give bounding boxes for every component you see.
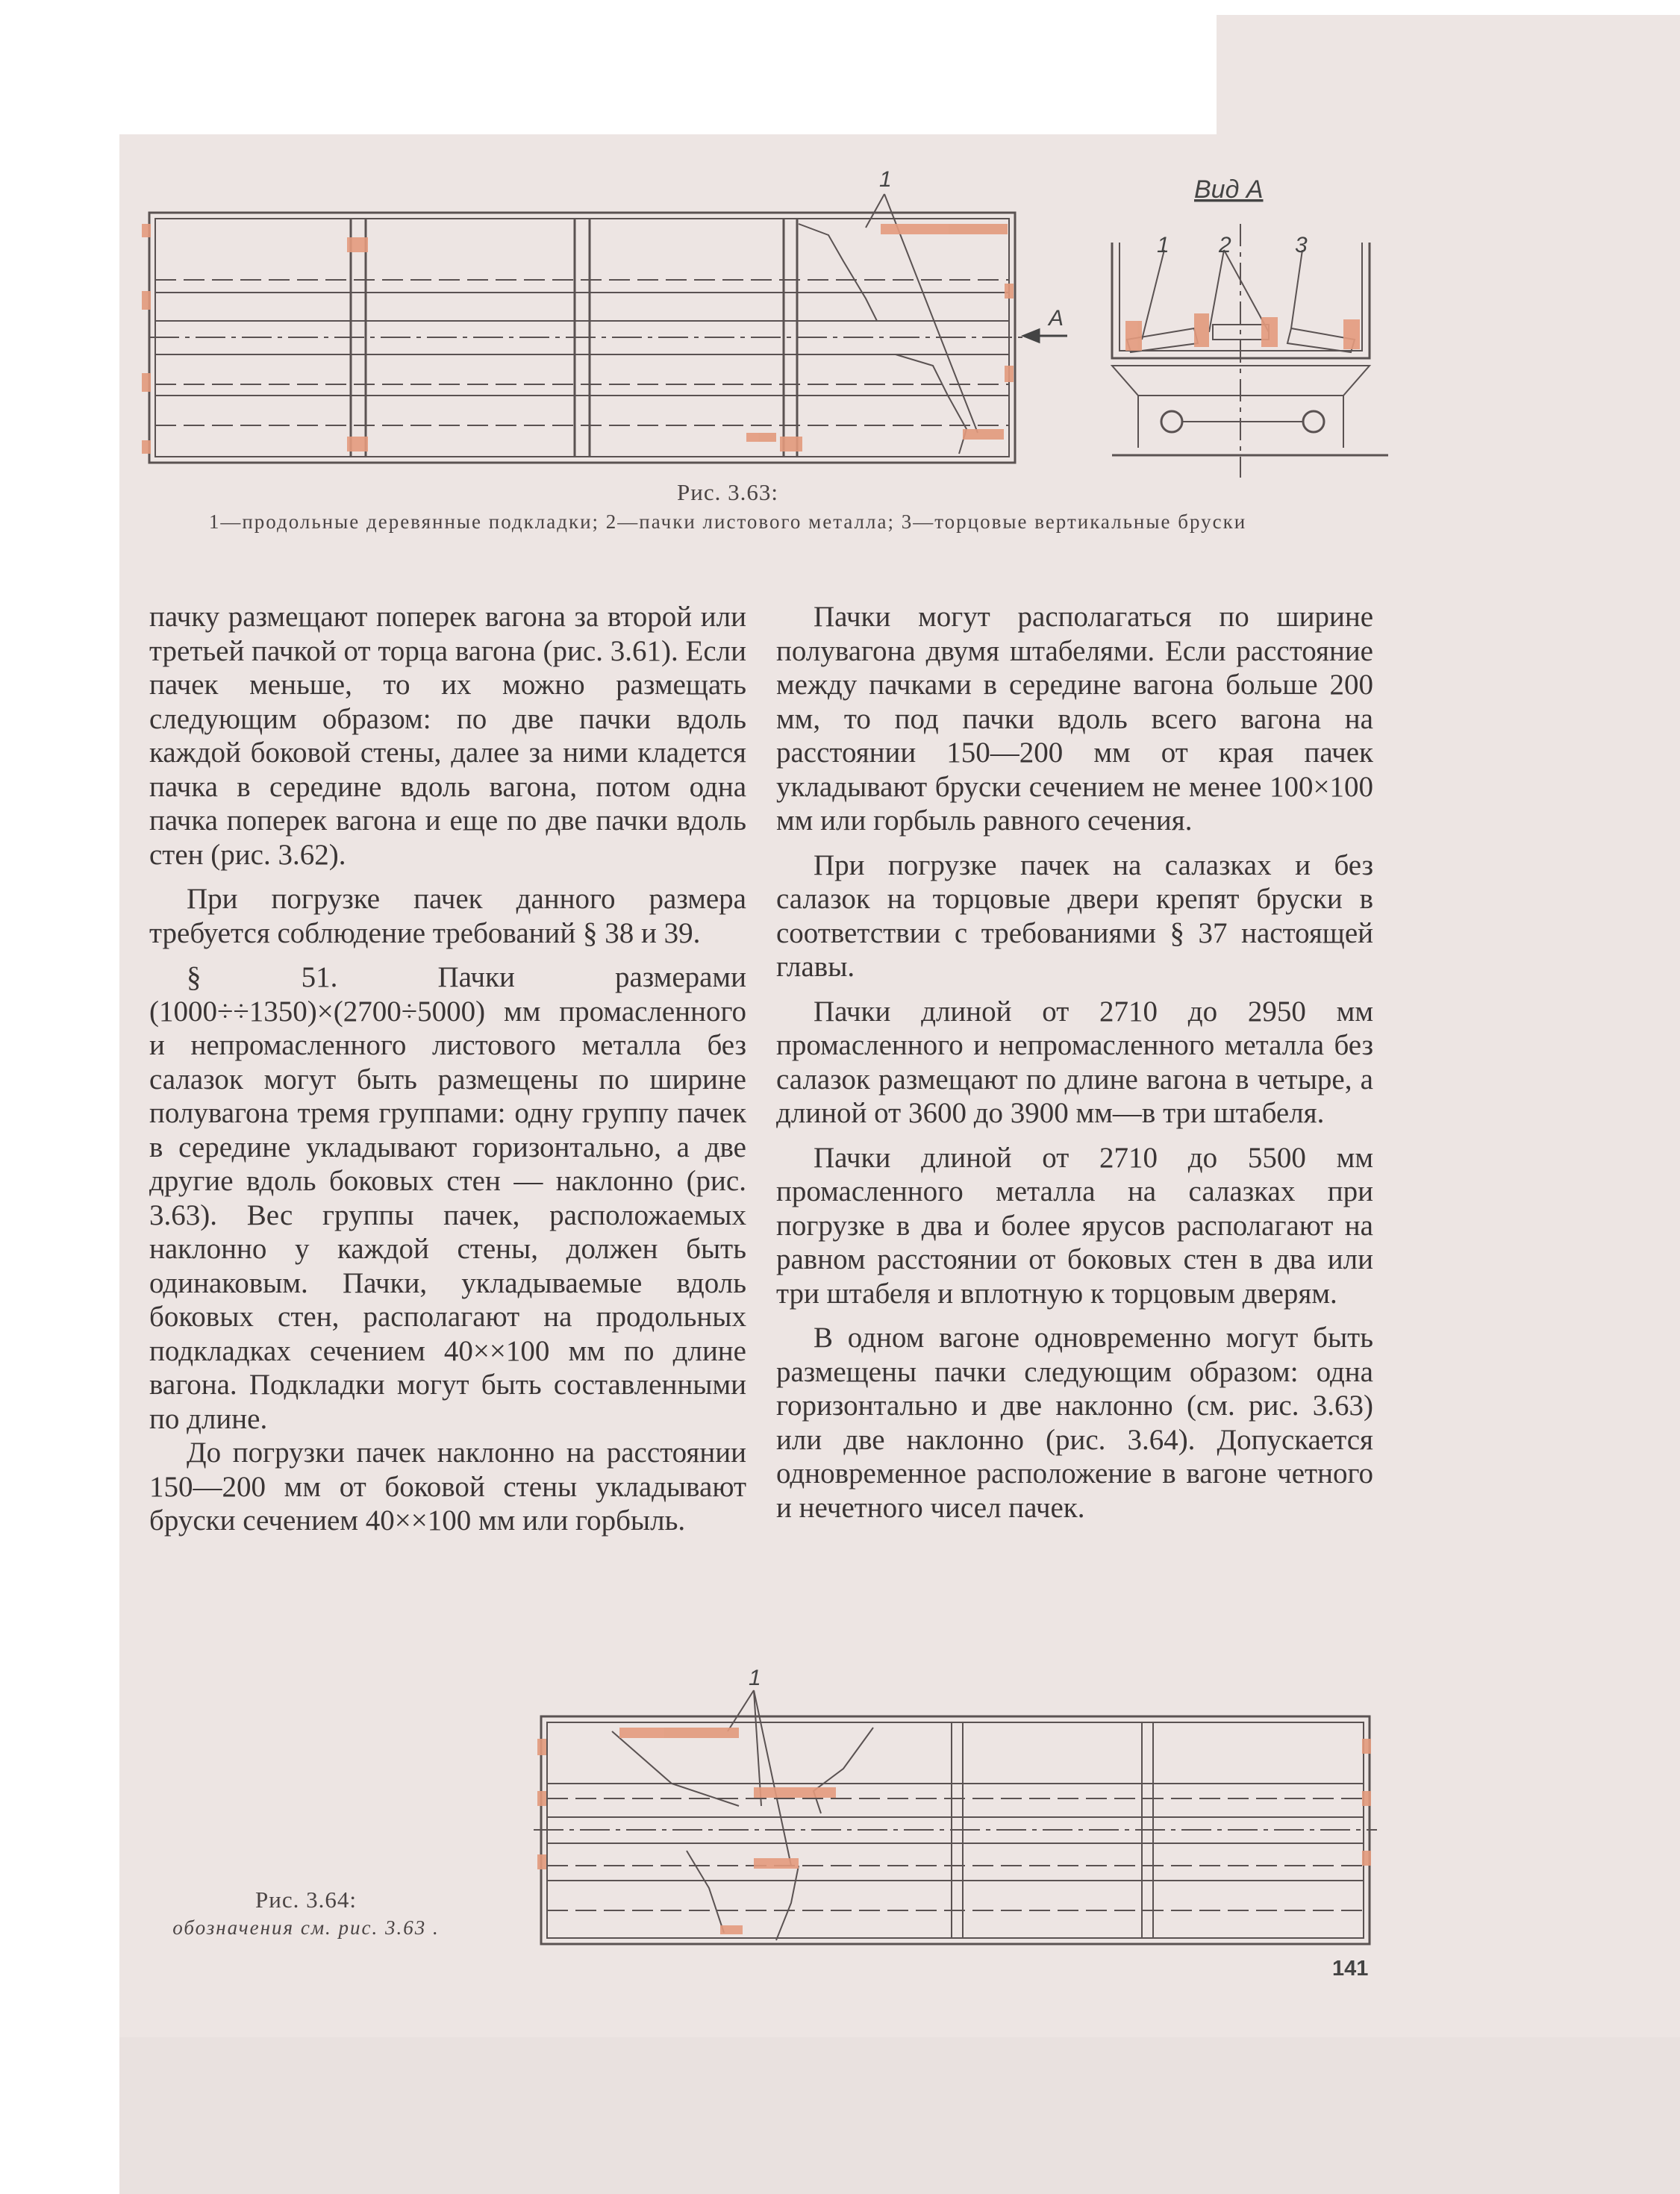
figure-3-64-title: Рис. 3.64: xyxy=(255,1887,357,1913)
right-column xyxy=(776,600,1373,1525)
view-callout-3: 3 xyxy=(1295,233,1308,257)
figure-3-64-legend: обозначения см. рис. 3.63 . xyxy=(172,1916,440,1939)
left-paragraph: До погрузки пачек наклонно на расстоянии 150—200 мм от боковой стены укладывают бруски сечением 40××100 мм или горбыль. xyxy=(149,1437,746,1537)
view-callout-2: 2 xyxy=(1219,233,1231,257)
left-paragraph: § 51. Пачки размерами (1000÷÷1350)×(2700÷5000) мм промасленного и непромасленного листового металла без салазок могут быть размещены по ширине полувагона тремя группами: одну группу пачек в середине укладывают горизонтально, а две другие вдоль боковых стен — наклонно (рис. 3.63). Вес группы пачек, расположаемых наклонно у каждой стены, должен быть одинаковым. Пачки, укладываемые вдоль боковых стен, располагают на продольных подкладках сечением 40××100 мм по длине вагона. Подкладки могут быть составленными по длине. xyxy=(149,961,746,1435)
fig63-callout-1: 1 xyxy=(879,167,892,192)
left-column xyxy=(149,600,746,1538)
view-callout-1: 1 xyxy=(1157,233,1170,257)
right-paragraph: Пачки длиной от 2710 до 5500 мм промасленного металла на салазках при погрузке в два и более ярусов располагают на равном расстоянии от боковых стен в два или три штабеля и вплотную к торцовым дверям. xyxy=(776,1141,1373,1310)
left-paragraph: пачку размещают поперек вагона за второй или третьей пачкой от торца вагона (рис. 3.61). Если пачек меньше, то их можно размещать следующим образом: по две пачки вдоль каждой боковой стены, далее за ними кладется пачка в середине вдоль вагона, потом одна пачка поперек вагона и еще по две пачки вдоль стен (рис. 3.62). xyxy=(149,601,746,871)
right-paragraph: В одном вагоне одновременно могут быть размещены пачки следующим образом: одна горизонтально и две наклонно (см. рис. 3.63) или две наклонно (рис. 3.64). Допускается одновременное расположение в вагоне четного и нечетного чисел пачек. xyxy=(776,1322,1373,1524)
fig64-callout-1: 1 xyxy=(749,1666,761,1690)
figure-3-63-legend: 1—продольные деревянные подкладки; 2—пачки листового металла; 3—торцовые вертикальные бруски xyxy=(208,510,1247,533)
right-paragraph: Пачки могут располагаться по ширине полувагона двумя штабелями. Если расстояние между пачками в середине вагона больше 200 мм, то под пачки вдоль всего вагона на расстоянии 150—200 мм от края пачек укладывают бруски сечением не менее 100×100 мм или горбыль равного сечения. xyxy=(776,601,1373,837)
right-paragraph: При погрузке пачек на салазках и без салазок на торцовые двери крепят бруски в соответствии с требованиями § 37 настоящей главы. xyxy=(776,848,1373,983)
figure-3-63-title: Рис. 3.63: xyxy=(677,479,778,505)
left-paragraph: При погрузке пачек данного размера требуется соблюдение требований § 38 и 39. xyxy=(149,883,746,949)
page-number: 141 xyxy=(1332,1957,1369,1981)
right-paragraph: Пачки длиной от 2710 до 2950 мм промасленного и непромасленного металла без салазок размещают по длине вагона в четыре, а длиной от 3600 до 3900 мм—в три штабеля. xyxy=(776,995,1373,1129)
view-a-title: Вид А xyxy=(1194,175,1264,204)
arrow-a-label: A xyxy=(1049,306,1064,331)
